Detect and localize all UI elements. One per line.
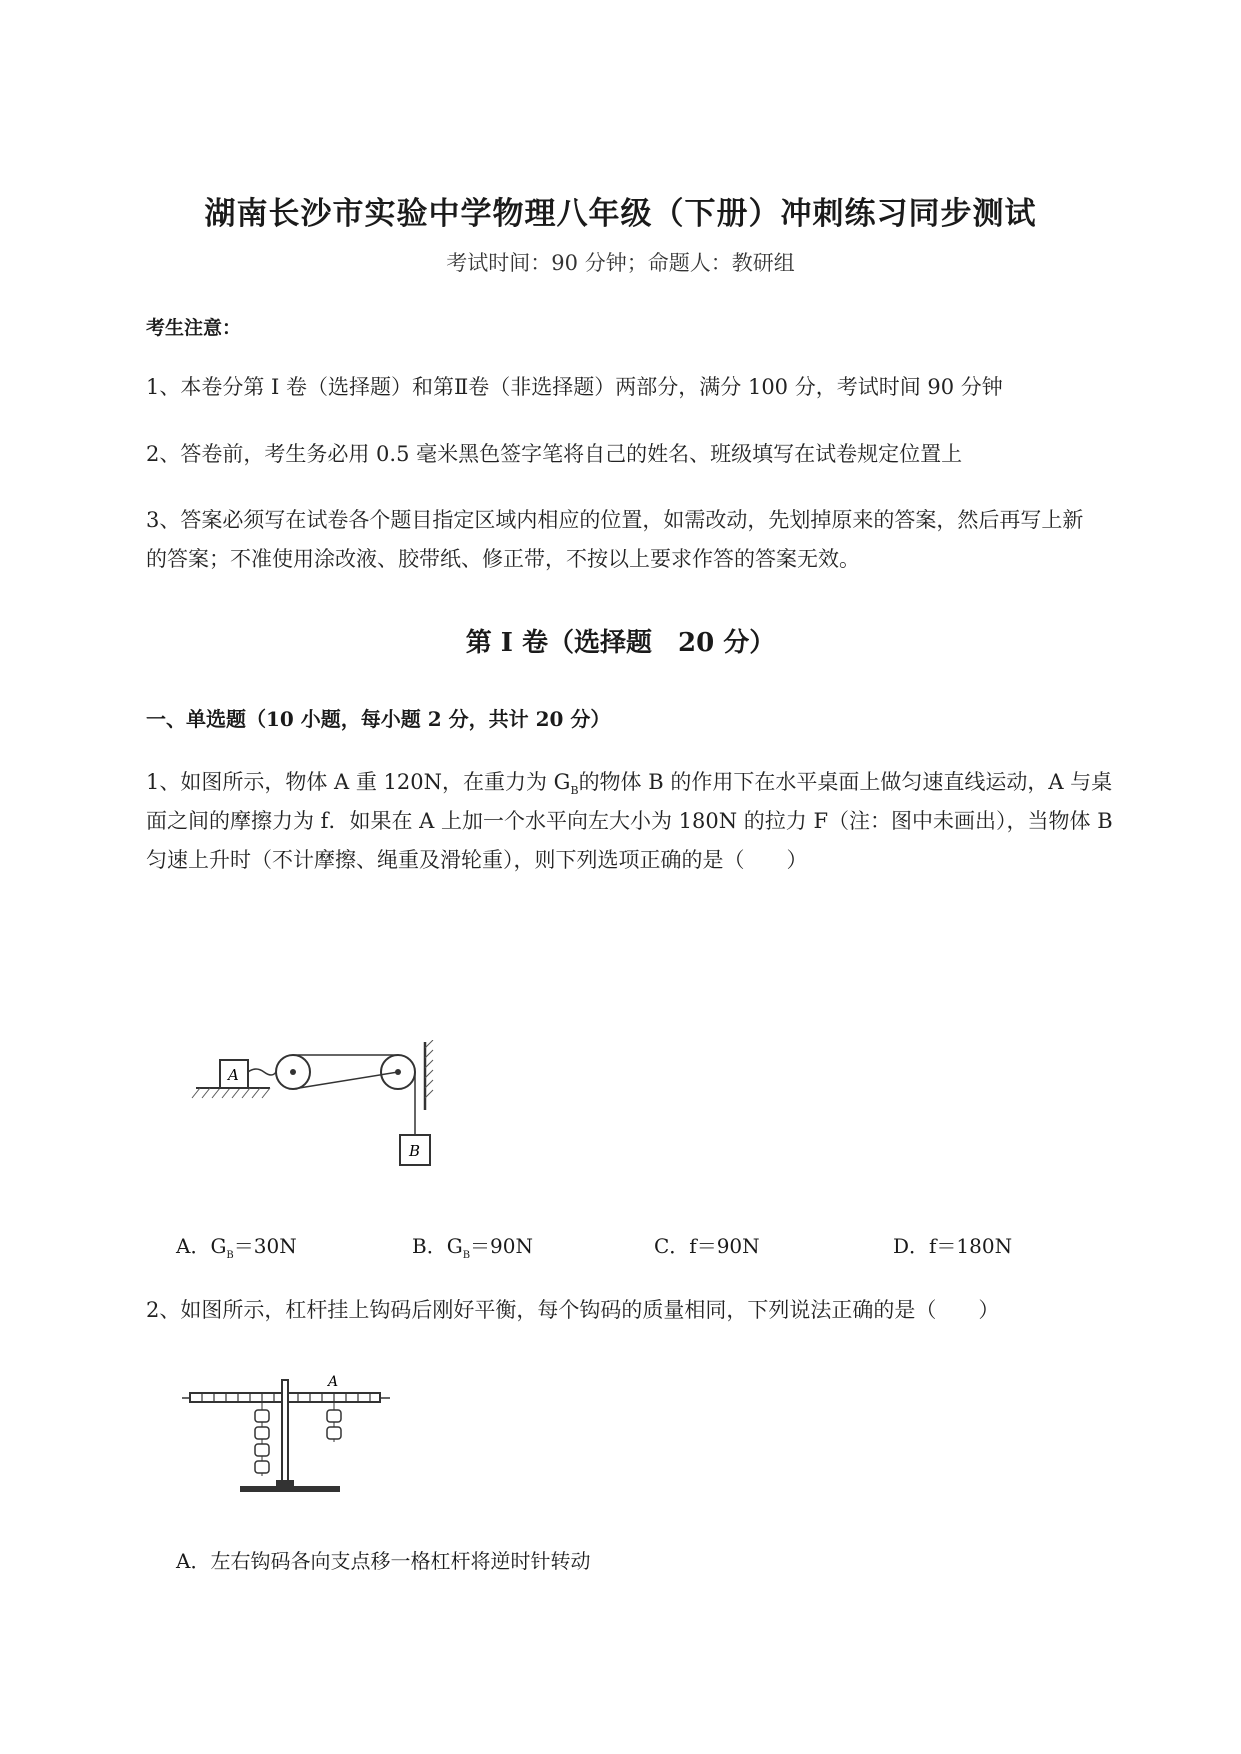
q1-option-a: A．$G_B=30N$ bbox=[176, 1234, 297, 1261]
hook-weight bbox=[327, 1410, 341, 1422]
section-title: 第 I 卷（选择题 20 分） bbox=[465, 628, 776, 658]
q1-option-d: D．f＝180N bbox=[893, 1234, 1013, 1258]
q2-option-a: A．左右钩码各向支点移一格杠杆将逆时针转动 bbox=[176, 1549, 591, 1573]
notice-item-1: 1、本卷分第 I 卷（选择题）和第Ⅱ卷（非选择题）两部分，满分 100 分，考试时间 90 分钟 bbox=[146, 375, 1003, 399]
notice-item-3-cont: 的答案；不准使用涂改液、胶带纸、修正带，不按以上要求作答的答案无效。 bbox=[146, 547, 860, 571]
hook-weight bbox=[255, 1410, 269, 1422]
point-a-label: A bbox=[328, 1374, 339, 1390]
q2-lever-figure bbox=[180, 1368, 410, 1503]
q1-line-1: 1、如图所示，物体 A 重 120N，在重力为 $G_B$的物体 B 的作用下在水平桌面上做匀速直线运动，A 与桌 bbox=[146, 770, 1113, 798]
part-title: 一、单选题（10 小题，每小题 2 分，共计 20 分） bbox=[146, 707, 611, 731]
notice-item-2: 2、答卷前，考生务必用 0.5 毫米黑色签字笔将自己的姓名、班级填写在试卷规定位置上 bbox=[146, 442, 963, 466]
q1-option-b: B．$G_B=90N$ bbox=[412, 1234, 533, 1261]
block-a-label: A bbox=[228, 1066, 239, 1084]
hook-weight bbox=[255, 1427, 269, 1439]
q1-pulley-figure bbox=[190, 1040, 450, 1180]
hook-weight bbox=[255, 1461, 269, 1473]
notice-heading: 考生注意： bbox=[146, 317, 242, 339]
hook-weight bbox=[255, 1444, 269, 1456]
q1-option-c: C．f＝90N bbox=[654, 1234, 760, 1258]
q1-line-2: 面之间的摩擦力为 f．如果在 A 上加一个水平向左大小为 180N 的拉力 F（注：图中未画出），当物体 B bbox=[146, 809, 1113, 833]
block-b-label: B bbox=[409, 1142, 421, 1160]
notice-item-3: 3、答案必须写在试卷各个题目指定区域内相应的位置，如需改动，先划掉原来的答案，然后再写上新 bbox=[146, 508, 1084, 532]
q1-line-3: 匀速上升时（不计摩擦、绳重及滑轮重），则下列选项正确的是（ ） bbox=[146, 848, 808, 872]
q2-text: 2、如图所示，杠杆挂上钩码后刚好平衡，每个钩码的质量相同，下列说法正确的是（ ） bbox=[146, 1298, 1000, 1322]
hook-weight bbox=[327, 1427, 341, 1439]
exam-info: 考试时间：90 分钟；命题人：教研组 bbox=[446, 251, 795, 275]
page-title: 湖南长沙市实验中学物理八年级（下册）冲刺练习同步测试 bbox=[204, 196, 1037, 232]
